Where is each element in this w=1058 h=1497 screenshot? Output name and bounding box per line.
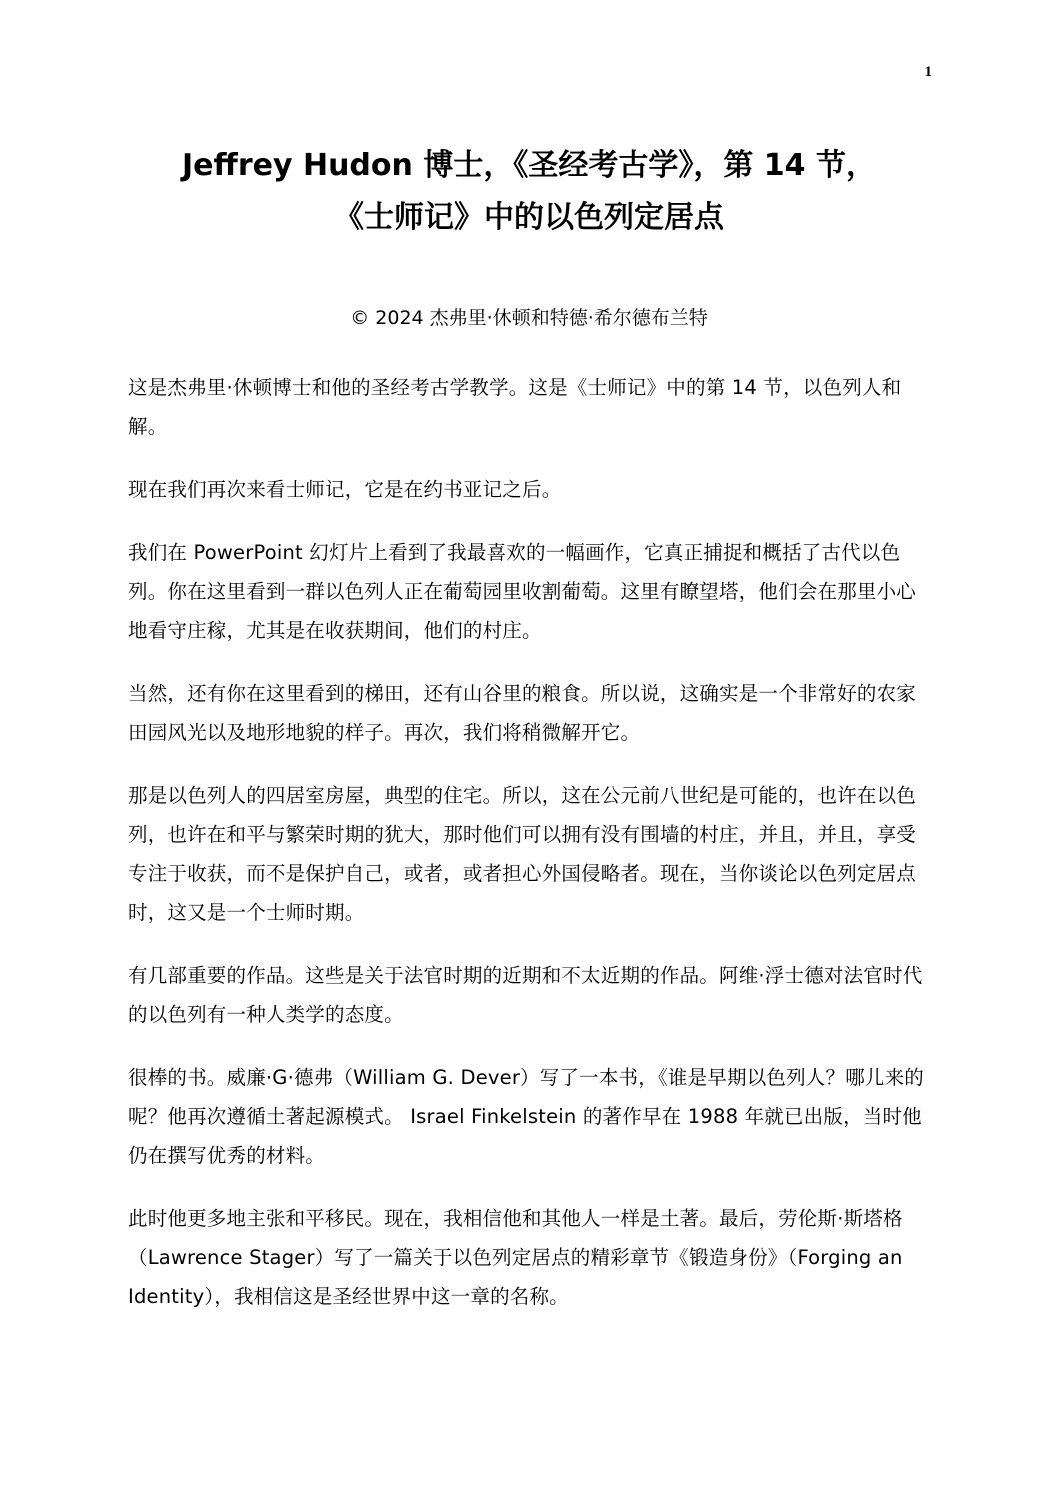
paragraph: 那是以色列人的四居室房屋，典型的住宅。所以，这在公元前八世纪是可能的，也许在以色列，也许在和平与繁荣时期的犹大，那时他们可以拥有没有围墙的村庄，并且，并且，享受专注于收获，而不是保护自己，或者，或者担心外国侵略者。现在，当你谈论以色列定居点时，这又是一个士师时期。 [128, 784, 917, 924]
document-body [128, 368, 928, 1340]
paragraph: 现在我们再次来看士师记，它是在约书亚记之后。 [128, 478, 562, 501]
paragraph: 当然，还有你在这里看到的梯田，还有山谷里的粮食。所以说，这确实是一个非常好的农家田园风光以及地形地貌的样子。再次，我们将稍微解开它。 [128, 682, 917, 744]
paragraph: 这是杰弗里·休顿博士和他的圣经考古学教学。这是《士师记》中的第 14 节，以色列人和解。 [128, 376, 902, 438]
page-number: 1 [924, 64, 932, 80]
paragraph: 我们在 PowerPoint 幻灯片上看到了我最喜欢的一幅画作，它真正捕捉和概括了古代以色列。你在这里看到一群以色列人正在葡萄园里收割葡萄。这里有瞭望塔，他们会在那里小心地看守庄稼，尤其是在收获期间，他们的村庄。 [128, 541, 917, 642]
paragraph: 有几部重要的作品。这些是关于法官时期的近期和不太近期的作品。阿维·浮士德对法官时代的以色列有一种人类学的态度。 [128, 964, 923, 1026]
copyright-notice: © 2024 杰弗里·休顿和特德·希尔德布兰特 [350, 307, 708, 329]
title-line-1: Jeffrey Hudon 博士，《圣经考古学》，第 14 节， [182, 148, 876, 183]
title-line-2: 《士师记》中的以色列定居点 [334, 200, 724, 235]
document-title [90, 140, 968, 244]
paragraph: 此时他更多地主张和平移民。现在，我相信他和其他人一样是土著。最后，劳伦斯·斯塔格（Lawrence Stager）写了一篇关于以色列定居点的精彩章节《锻造身份》（Forging an Identity），我相信这是圣经世界中这一章的名称。 [128, 1207, 903, 1308]
paragraph: 很棒的书。威廉·G·德弗（William G. Dever）写了一本书，《谁是早期以色列人？哪儿来的呢？他再次遵循土著起源模式。 Israel Finkelstein 的著作早在 1988 年就已出版，当时他仍在撰写优秀的材料。 [128, 1066, 924, 1167]
